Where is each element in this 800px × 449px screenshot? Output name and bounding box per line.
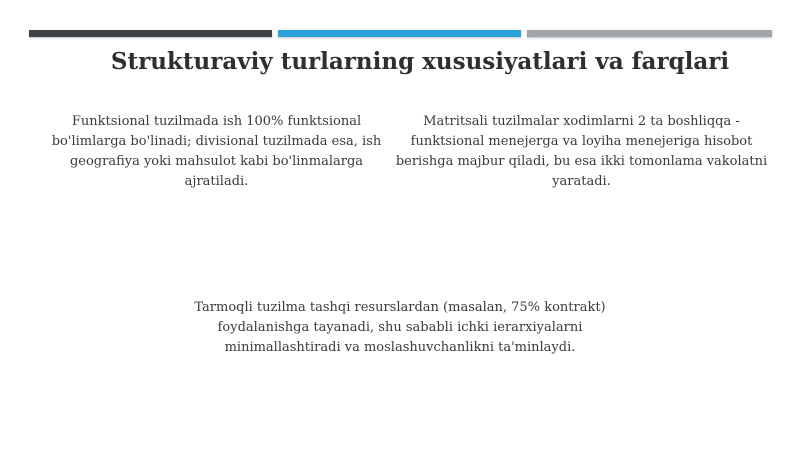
header-bar-dark: [29, 30, 272, 37]
header-bar-gray: [527, 30, 772, 37]
slide-title: Strukturaviy turlarning xususiyatlari va farqlari: [110, 48, 730, 75]
paragraph-matrix: Matritsali tuzilmalar xodimlarni 2 ta boshliqqa - funktsional menejerga va loyiha menejeriga hisobot berishga majbur qiladi, bu esa ikki tomonlama vakolatni yaratadi.: [395, 114, 768, 189]
decorative-header-bars: [29, 30, 772, 37]
paragraph-network: Tarmoqli tuzilma tashqi resurslardan (masalan, 75% kontrakt) foydalanishga tayanadi, shu sababli ichki ierarxiyalarni minimallashtiradi va moslashuvchanlikni ta'minlaydi.: [194, 300, 606, 355]
header-bar-blue: [278, 30, 521, 37]
paragraph-functional-divisional: Funktsional tuzilmada ish 100% funktsional bo'limlarga bo'linadi; divisional tuzilmada esa, ish geografiya yoki mahsulot kabi bo'linmalarga ajratiladi.: [51, 114, 382, 189]
